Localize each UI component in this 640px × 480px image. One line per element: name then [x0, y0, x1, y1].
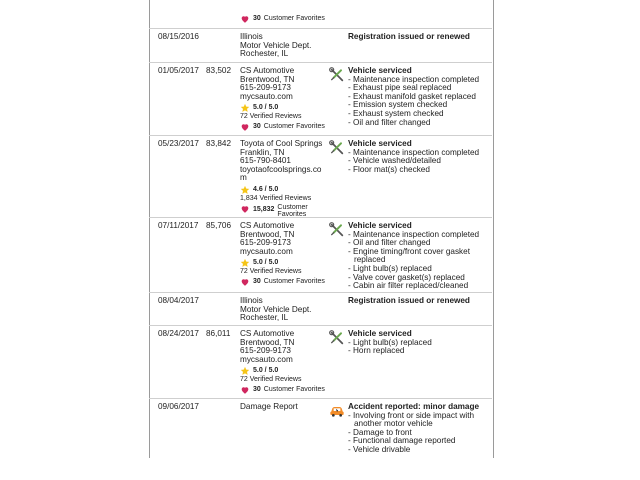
- detail-item: - Vehicle drivable: [348, 446, 488, 455]
- detail-item: - Functional damage reported: [348, 437, 488, 446]
- source-line: Damage Report: [240, 402, 298, 411]
- table-row: [149, 293, 492, 326]
- record-mileage: 86,011: [206, 329, 231, 338]
- detail-item: - Exhaust system checked: [348, 110, 488, 119]
- source-line: Motor Vehicle Dept.: [240, 40, 312, 50]
- record-date: 08/15/2016: [158, 32, 199, 41]
- star-icon: [240, 258, 250, 268]
- source-link[interactable]: mycsauto.com: [240, 354, 293, 364]
- wrench-screwdriver-icon: [329, 140, 345, 156]
- source-line: Rochester, IL: [240, 49, 289, 59]
- heart-icon: [240, 14, 250, 24]
- record-details: [348, 297, 488, 306]
- favorites: [240, 13, 330, 24]
- table-row: [149, 29, 492, 63]
- record-date: 01/05/2017: [158, 66, 199, 75]
- source-line: Franklin, TN: [240, 147, 285, 157]
- record-title: Vehicle serviced: [348, 329, 412, 338]
- car-accident-icon: [329, 403, 345, 419]
- heart-icon: [240, 385, 250, 395]
- rating: [240, 366, 330, 376]
- favorites-count: 30: [253, 14, 261, 22]
- table-row: [149, 136, 492, 218]
- favorites-label: Customer Favorites: [263, 14, 325, 22]
- record-details: [348, 33, 488, 42]
- heart-icon: [240, 204, 250, 214]
- record-date: 09/06/2017: [158, 402, 199, 411]
- source-line: Brentwood, TN: [240, 229, 295, 239]
- detail-item: - Valve cover gasket(s) replaced: [348, 274, 488, 283]
- rating-value: 5.0 / 5.0: [253, 259, 279, 267]
- source-line: Motor Vehicle Dept.: [240, 304, 312, 314]
- record-mileage: 85,706: [206, 221, 232, 230]
- review-count[interactable]: 72 Verified Reviews: [240, 268, 302, 276]
- wrench-screwdriver-icon: [329, 67, 345, 83]
- table-row: [149, 326, 492, 399]
- favorites-label: Customer Favorites: [263, 123, 325, 131]
- star-icon: [240, 366, 250, 376]
- source-line: Illinois: [240, 296, 263, 305]
- record-title: Registration issued or renewed: [348, 296, 470, 305]
- detail-item: - Oil and filter changed: [348, 119, 488, 128]
- detail-item: - Light bulb(s) replaced: [348, 265, 488, 274]
- source-link[interactable]: mycsauto.com: [240, 91, 293, 101]
- detail-item: - Emission system checked: [348, 101, 488, 110]
- review-count[interactable]: 72 Verified Reviews: [240, 113, 302, 121]
- record-title: Accident reported: minor damage: [348, 402, 480, 411]
- source-line: Brentwood, TN: [240, 337, 295, 347]
- source-link[interactable]: m: [240, 173, 247, 183]
- favorites-count: 30: [253, 123, 261, 131]
- heart-icon: [240, 122, 250, 132]
- record-source: [240, 297, 330, 323]
- detail-item: - Light bulb(s) replaced: [348, 339, 488, 348]
- favorites-count: 15,832: [253, 205, 275, 213]
- record-title: Vehicle serviced: [348, 66, 412, 75]
- detail-item: - Damage to front: [348, 429, 488, 438]
- record-source: [240, 140, 330, 219]
- table-row-partial: [149, 0, 492, 29]
- record-date: 08/04/2017: [158, 296, 199, 305]
- record-title: Vehicle serviced: [348, 221, 412, 230]
- favorites-label: Customer Favorites: [263, 386, 325, 394]
- detail-item: - Maintenance inspection completed: [348, 149, 488, 158]
- record-mileage: 83,842: [206, 139, 232, 148]
- record-date: 07/11/2017: [158, 221, 199, 230]
- rating-value: 4.6 / 5.0: [253, 185, 279, 193]
- record-mileage: 83,502: [206, 66, 232, 75]
- record-source: [240, 222, 330, 287]
- rating: [240, 103, 330, 113]
- source-line: CS Automotive: [240, 221, 295, 230]
- favorites-label: Customer Favorites: [263, 278, 325, 286]
- record-title: Registration issued or renewed: [348, 32, 470, 41]
- wrench-screwdriver-icon: [329, 222, 345, 238]
- rating: [240, 258, 330, 268]
- wrench-screwdriver-icon: [329, 330, 345, 346]
- heart-icon: [240, 277, 250, 287]
- record-source: [240, 330, 330, 395]
- record-details: [348, 403, 488, 455]
- table-row: [149, 399, 492, 458]
- star-icon: [240, 185, 250, 195]
- detail-item: - Engine timing/front cover gasket replaced: [348, 248, 488, 265]
- record-source: [240, 33, 330, 59]
- source-line: 615-209-9173: [240, 238, 291, 248]
- source-line: Toyota of Cool Springs: [240, 139, 323, 148]
- favorites-label: Favorites: [277, 211, 307, 219]
- source-line: 615-790-8401: [240, 156, 291, 166]
- detail-item: - Maintenance inspection completed: [348, 76, 488, 85]
- favorites-label: Customer: [277, 203, 308, 211]
- detail-item: - Exhaust pipe seal replaced: [348, 84, 488, 93]
- favorites: [240, 277, 330, 287]
- favorites: [240, 122, 330, 132]
- source-line: 615-209-9173: [240, 83, 291, 93]
- source-link[interactable]: toyotaofcoolsprings.co: [240, 164, 322, 174]
- record-title: Vehicle serviced: [348, 139, 412, 148]
- record-details: [348, 222, 488, 291]
- favorites-count: 30: [253, 278, 261, 286]
- record-date: 08/24/2017: [158, 329, 199, 338]
- rating-value: 5.0 / 5.0: [253, 367, 279, 375]
- source-line: Rochester, IL: [240, 313, 289, 323]
- source-line: CS Automotive: [240, 329, 295, 338]
- detail-item: - Horn replaced: [348, 347, 488, 356]
- record-details: [348, 140, 488, 174]
- source-line: 615-209-9173: [240, 346, 291, 356]
- table-row: [149, 218, 492, 293]
- rating-value: 5.0 / 5.0: [253, 104, 279, 112]
- rating: [240, 185, 330, 195]
- record-source: [240, 403, 330, 412]
- detail-item: - Involving front or side impact with another motor vehicle: [348, 412, 488, 429]
- record-details: [348, 67, 488, 127]
- source-line: Illinois: [240, 32, 263, 41]
- table-row: [149, 63, 492, 136]
- detail-item: - Cabin air filter replaced/cleaned: [348, 282, 488, 291]
- record-details: [348, 330, 488, 356]
- source-line: CS Automotive: [240, 66, 295, 75]
- detail-item: - Oil and filter changed: [348, 239, 488, 248]
- review-count[interactable]: 1,834 Verified Reviews: [240, 194, 312, 202]
- source-line: Brentwood, TN: [240, 74, 295, 84]
- detail-item: - Vehicle washed/detailed: [348, 157, 488, 166]
- favorites-count: 30: [253, 386, 261, 394]
- review-count[interactable]: 72 Verified Reviews: [240, 376, 302, 384]
- source-link[interactable]: mycsauto.com: [240, 246, 293, 256]
- star-icon: [240, 103, 250, 113]
- detail-item: - Floor mat(s) checked: [348, 166, 488, 175]
- favorites: [240, 385, 330, 395]
- record-source: [240, 67, 330, 132]
- detail-item: - Maintenance inspection completed: [348, 231, 488, 240]
- favorites: [240, 204, 330, 219]
- record-date: 05/23/2017: [158, 139, 199, 148]
- detail-item: - Exhaust manifold gasket replaced: [348, 93, 488, 102]
